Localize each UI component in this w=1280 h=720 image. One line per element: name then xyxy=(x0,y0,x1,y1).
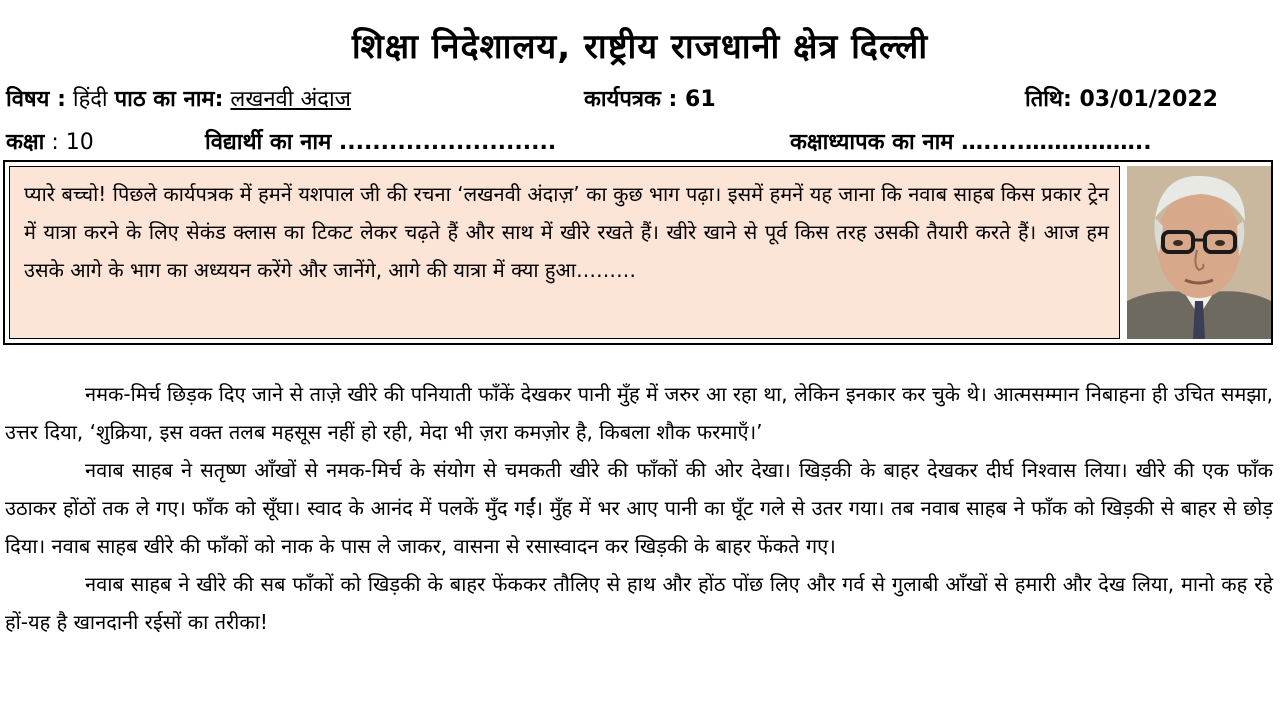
subject-row xyxy=(6,83,351,113)
lesson-value: लखनवी अंदाज xyxy=(230,87,351,112)
paragraph-1: नमक-मिर्च छिड़क दिए जाने से ताज़े खीरे की पनियाती फाँकें देखकर पानी मुँह में जरुर आ रहा था, लेकिन इनकार कर चुके थे। आत्मसम्मान निबाहना ही उचित समझा, उत्तर दिया, ‘शुक्रिया, इस वक्त तलब महसूस नहीं हो रही, मेदा भी ज़रा कमज़ोर है, किबला शौक फरमाएँ।’ xyxy=(5,382,1273,444)
class-label: कक्षा xyxy=(6,130,45,155)
author-portrait xyxy=(1127,166,1271,339)
date: तिथि: 03/01/2022 xyxy=(1025,87,1218,112)
paragraph-2: नवाब साहब ने सतृष्ण आँखों से नमक-मिर्च के संयोग से चमकती खीरे की फाँकों की ओर देखा। खिड़की के बाहर देखकर दीर्घ निश्वास लिया। खीरे की एक फाँक उठाकर होंठों तक ले गए। फाँक को सूँघा। स्वाद के आनंद में पलकें मुँद गईं। मुँह में भर आए पानी का घूँट गले से उतर गया। तब नवाब साहब ने फाँक को खिड़की से बाहर से छोड़ दिया। नवाब साहब खीरे की फाँकों को नाक के पास ले जाकर, वासना से रसास्वादन कर खिड़की के बाहर फेंकते गए। xyxy=(5,458,1273,558)
student-name-field: विद्यार्थी का नाम .......................... xyxy=(205,130,557,155)
subject-label: विषय : xyxy=(6,87,66,112)
class-value: : 10 xyxy=(51,130,94,155)
teacher-name-field: कक्षाध्यापक का नाम ….....…………….. xyxy=(790,130,1152,155)
lesson-body xyxy=(5,375,1273,641)
lesson-label: पाठ का नाम: xyxy=(114,87,224,112)
paragraph-3: नवाब साहब ने खीरे की सब फाँकों को खिड़की के बाहर फेंककर तौलिए से हाथ और होंठ पोंछ लिए और गर्व से गुलाबी आँखों से हमारी और देख लिया, मानो कह रहे हों-यह है खानदानी रईसों का तरीका! xyxy=(5,572,1273,634)
subject-value: हिंदी xyxy=(72,87,108,112)
class-row xyxy=(6,126,94,156)
page-title: शिक्षा निदेशालय, राष्ट्रीय राजधानी क्षेत्र दिल्ली xyxy=(351,27,929,67)
intro-box xyxy=(3,160,1273,345)
worksheet-number: कार्यपत्रक : 61 xyxy=(584,87,716,112)
intro-text: प्यारे बच्चो! पिछले कार्यपत्रक में हमनें यशपाल जी की रचना ‘लखनवी अंदाज़’ का कुछ भाग पढ़ा। इसमें हमनें यह जाना कि नवाब साहब किस प्रकार ट्रेन में यात्रा करने के लिए सेकंड क्लास का टिकट लेकर चढ़ते हैं और साथ में खीरे रखते हैं। खीरे खाने से पूर्व किस तरह उसकी तैयारी करते हैं। आज हम उसके आगे के भाग का अध्ययन करेंगे और जानेंगे, आगे की यात्रा में क्या हुआ……… xyxy=(9,166,1120,339)
